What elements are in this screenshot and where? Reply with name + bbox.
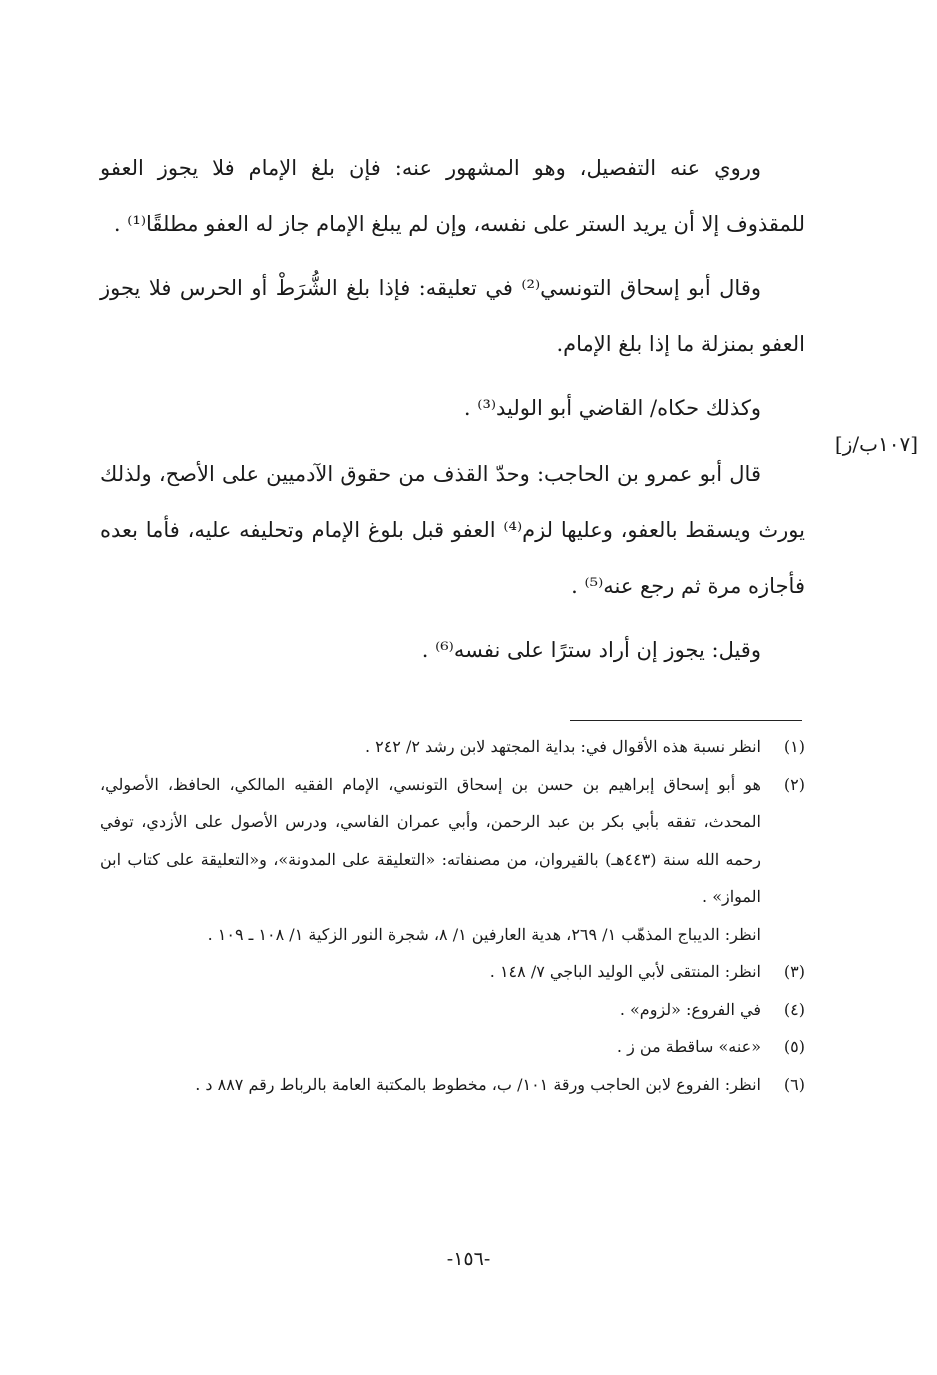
- footnote-text: [100, 728, 761, 766]
- footnote-number: (١): [783, 737, 805, 756]
- footnote-line: «عنه» ساقطة من ز .: [616, 1037, 761, 1056]
- paragraph-4: قال أبو عمرو بن الحاجب: وحدّ القذف من حقوق الآدميين على الأصح، ولذلك يورث ويسقط بالعفو، وعليها لزم⁽⁴⁾ العفو قبل بلوغ الإمام وتحليفه عليه، فأما بعده فأجازه مرة ثم رجع عنه⁽⁵⁾ .: [100, 462, 805, 598]
- footnote-line: انظر نسبة هذه الأقوال في: بداية المجتهد لابن رشد ٢/ ٢٤٢ .: [364, 737, 761, 756]
- footnote-3: [100, 953, 805, 991]
- footnote-text: [100, 953, 761, 991]
- paragraph-2: وقال أبو إسحاق التونسي⁽²⁾ في تعليقه: فإذا بلغ الشُّرَطْ أو الحرس فلا يجوز العفو بمنزلة ما إذا بلغ الإمام.: [100, 276, 805, 356]
- paragraph-3: وكذلك حكاه/ القاضي أبو الوليد⁽³⁾ .: [463, 396, 761, 420]
- paragraph-5: وقيل: يجوز إن أراد سترًا على نفسه⁽⁶⁾ .: [421, 638, 761, 662]
- footnote-number: (٣): [783, 962, 805, 981]
- footnote-5: [100, 1028, 805, 1066]
- footnote-number: (٤): [783, 999, 805, 1019]
- footnote-line: انظر: الفروع لابن الحاجب ورقة ١٠١/ ب، مخطوط بالمكتبة العامة بالرباط رقم ٨٨٧ د .: [195, 1074, 761, 1094]
- footnote-2: [100, 766, 805, 954]
- footnote-4: [100, 991, 805, 1029]
- footnote-text: [100, 1028, 761, 1066]
- footnotes: [100, 728, 805, 1103]
- footnote-line: انظر: المنتقى لأبي الوليد الباجي ٧/ ١٤٨ .: [489, 962, 761, 981]
- footnote-text: [100, 991, 761, 1029]
- footnote-1: [100, 728, 805, 766]
- footnote-number: (٢): [783, 774, 805, 794]
- page-number: -١٥٦-: [446, 1248, 491, 1270]
- main-text: [100, 140, 805, 686]
- footnote-text: [100, 766, 761, 954]
- footnote-text: [100, 1066, 761, 1104]
- footnote-number: (٦): [783, 1074, 805, 1094]
- footnote-line: في الفروع: «لزوم» .: [619, 999, 761, 1019]
- manuscript-folio-marker: [١٠٧ب/ز]: [834, 432, 918, 456]
- footnote-line: هو أبو إسحاق إبراهيم بن حسن بن إسحاق التونسي، الإمام الفقيه المالكي، الحافظ، الأصولي، المحدث، تفقه بأبي بكر بن عبد الرحمن، وأبي عمران الفاسي، ودرس الأصول على الأزدي، توفي رحمه الله سنة (٤٤٣هـ) بالقيروان، من مصنفاته: «التعليقة على المدونة»، و«التعليقة على كتاب ابن المواز» .: [100, 774, 761, 906]
- footnote-line: انظر: الديباج المذهّب ١/ ٢٦٩، هدية العارفين ١/ ٨، شجرة النور الزكية ١/ ١٠٨ ـ ١٠٩ .: [207, 924, 761, 944]
- footnote-separator: [570, 720, 802, 721]
- footnote-6: [100, 1066, 805, 1104]
- paragraph-1: وروي عنه التفصيل، وهو المشهور عنه: فإن بلغ الإمام فلا يجوز العفو للمقذوف إلا أن يريد الستر على نفسه، وإن لم يبلغ الإمام جاز له العفو مطلقًا⁽¹⁾ .: [100, 156, 805, 236]
- footnote-number: (٥): [783, 1037, 805, 1056]
